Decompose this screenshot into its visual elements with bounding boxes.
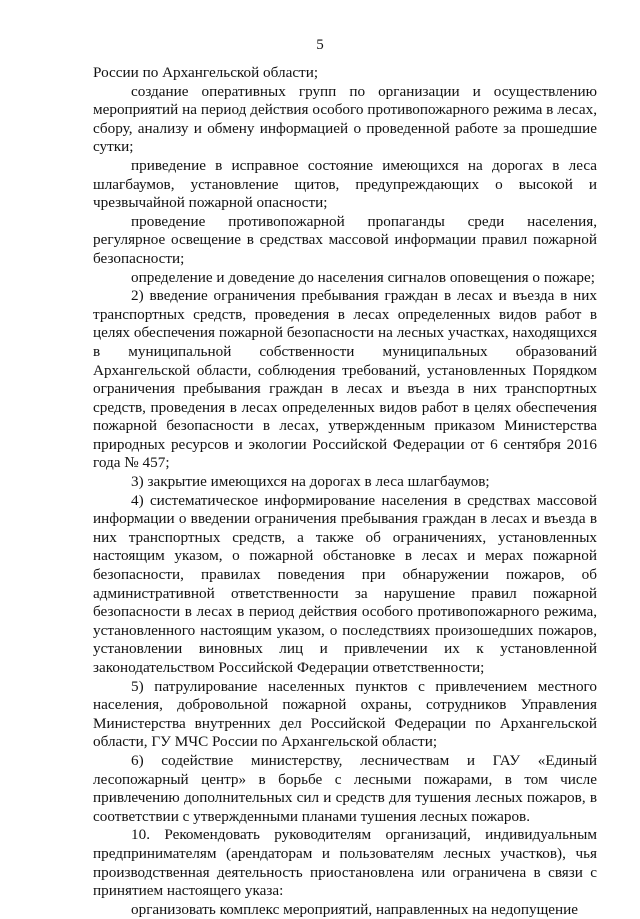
paragraph: 10. Рекомендовать руководителям организаций, индивидуальным предпринимателям (арендаторам и пользователям лесных участков), чья производственная деятельность приостановлена или ограничена в связи с принятием настоящего указа: xyxy=(93,826,597,900)
paragraph: проведение противопожарной пропаганды среди населения, регулярное освещение в средствах массовой информации правил пожарной безопасности; xyxy=(93,212,597,267)
paragraph: определение и доведение до населения сигналов оповещения о пожаре; xyxy=(131,268,595,286)
paragraph: создание оперативных групп по организации и осуществлению мероприятий на период действия особого противопожарного режима в лесах, сбору, анализу и обмену информацией о проведенной работе за прошедшие сутки; xyxy=(93,82,597,156)
paragraph: 5) патрулирование населенных пунктов с привлечением местного населения, добровольной пожарной охраны, сотрудников Управления Министерства внутренних дел Российской Федерации по Архангельской области, ГУ МЧС России по Архангельской области; xyxy=(93,677,597,751)
paragraph: 2) введение ограничения пребывания граждан в лесах и въезда в них транспортных средств, проведения в лесах определенных видов работ в целях обеспечения пожарной безопасности на лесных участках, находящихся в муниципальной собственности муниципальных образований Архангельской области, соблюдения требований, установленных Порядком ограничения пребывания граждан в лесах и въезда в них транспортных средств, проведения в лесах определенных видов работ в целях обеспечения пожарной безопасности в лесах, утвержденным приказом Министерства природных ресурсов и экологии Российской Федерации от 6 сентября 2016 года № 457; xyxy=(93,287,597,472)
paragraph: организовать комплекс мероприятий, направленных на недопущение xyxy=(131,900,579,918)
paragraph: 4) систематическое информирование населения в средствах массовой информации о введении ограничения пребывания граждан в лесах и въезда в них транспортных средств, а также об ограничениях, установленных настоящим указом, о пожарной обстановке в лесах и мерах пожарной безопасности, правилах поведения при обнаружении пожаров, об административной ответственности за нарушение правил пожарной безопасности в лесах в период действия особого противопожарного режима, установленного настоящим указом, о последствиях произошедших пожаров, установлении виновных лиц и привлечении их к установленной законодательством Российской Федерации ответственности; xyxy=(93,491,597,676)
paragraph: 3) закрытие имеющихся на дорогах в леса шлагбаумов; xyxy=(131,473,490,491)
paragraph: 6) содействие министерству, лесничествам и ГАУ «Единый лесопожарный центр» в борьбе с лесными пожарами, в том числе привлечению дополнительных сил и средств для тушения лесных пожаров, в соответствии с утвержденными планами тушения лесных пожаров. xyxy=(93,751,597,825)
body-text xyxy=(93,64,597,919)
paragraph: России по Архангельской области; xyxy=(93,64,319,81)
paragraph: приведение в исправное состояние имеющихся на дорогах в леса шлагбаумов, установление щитов, предупреждающих о высокой и чрезвычайной пожарной опасности; xyxy=(93,156,597,212)
page-number: 5 xyxy=(316,37,324,53)
